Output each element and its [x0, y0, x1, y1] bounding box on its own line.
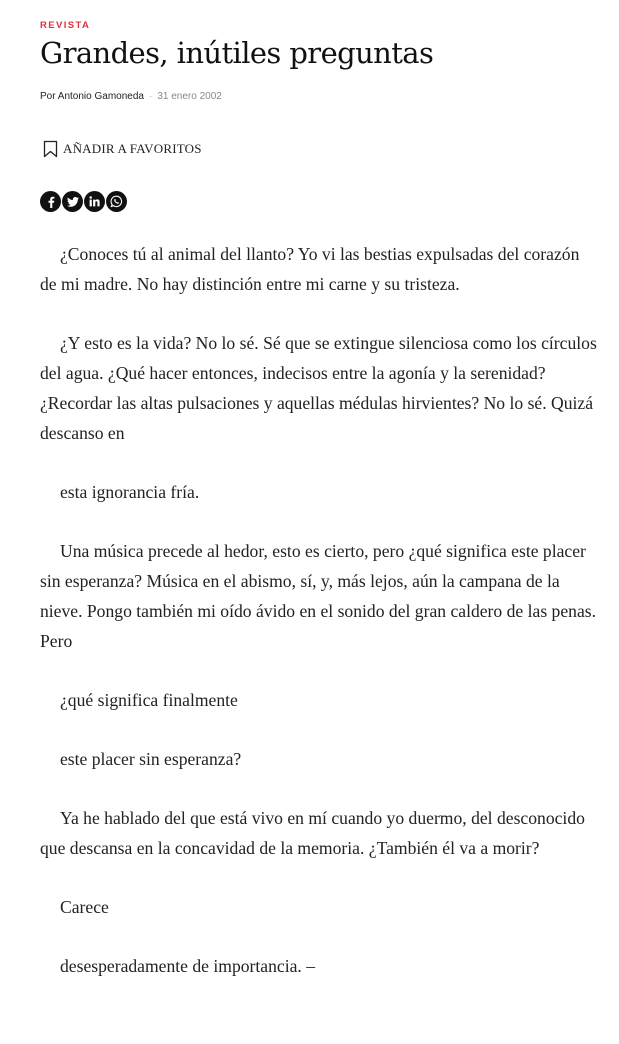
facebook-icon: [46, 196, 56, 208]
author-name[interactable]: Por Antonio Gamoneda: [40, 91, 144, 102]
section-label[interactable]: REVISTA: [40, 20, 91, 31]
paragraph: esta ignorancia fría.: [60, 482, 200, 502]
facebook-share-button[interactable]: [40, 191, 61, 212]
whatsapp-icon: [110, 195, 123, 208]
twitter-icon: [67, 197, 79, 207]
paragraph: ¿qué significa finalmente: [60, 690, 238, 710]
twitter-share-button[interactable]: [62, 191, 83, 212]
byline: [40, 91, 222, 102]
linkedin-icon: [89, 196, 100, 207]
paragraph: desesperadamente de importancia. –: [60, 956, 315, 976]
add-to-favorites-button[interactable]: [43, 140, 202, 158]
article-body: [40, 239, 600, 1010]
add-to-favorites-label: AÑADIR A FAVORITOS: [63, 141, 202, 156]
publish-date: 31 enero 2002: [157, 91, 222, 102]
paragraph: ¿Y esto es la vida? No lo sé. Sé que se extingue silenciosa como los círculos del agua. ¿Qué hacer entonces, indecisos entre la agonía y la serenidad? ¿Recordar las altas pulsaciones y aquellas médulas hirvientes? No lo sé. Quizá descanso en: [40, 333, 597, 443]
linkedin-share-button[interactable]: [84, 191, 105, 212]
share-buttons: [40, 191, 128, 212]
paragraph: Carece: [60, 897, 109, 917]
whatsapp-share-button[interactable]: [106, 191, 127, 212]
bookmark-icon: [43, 140, 58, 158]
paragraph: este placer sin esperanza?: [60, 749, 242, 769]
paragraph: ¿Conoces tú al animal del llanto? Yo vi las bestias expulsadas del corazón de mi madre. No hay distinción entre mi carne y su tristeza.: [40, 244, 580, 294]
paragraph: Ya he hablado del que está vivo en mí cuando yo duermo, del desconocido que descansa en la concavidad de la memoria. ¿También él va a morir?: [40, 808, 585, 858]
paragraph: Una música precede al hedor, esto es cierto, pero ¿qué significa este placer sin esperanza? Música en el abismo, sí, y, más lejos, aún la campana de la nieve. Pongo también mi oído ávido en el sonido del gran caldero de las penas. Pero: [40, 541, 597, 651]
article-title: Grandes, inútiles preguntas: [40, 36, 434, 70]
byline-separator: ·: [148, 91, 153, 102]
